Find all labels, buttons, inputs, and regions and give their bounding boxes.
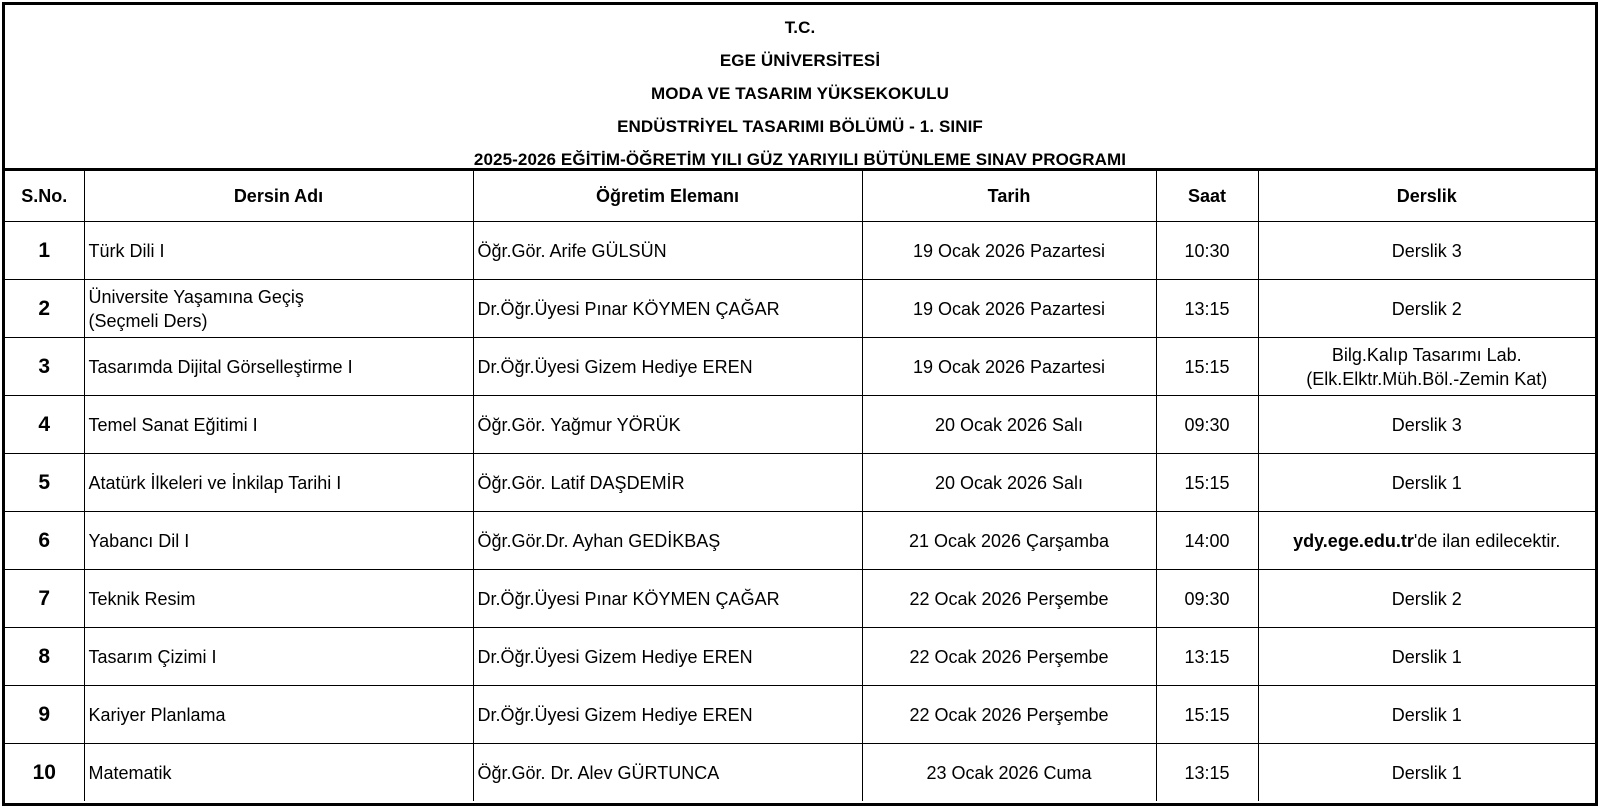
exam-time: 10:30 (1156, 222, 1258, 280)
column-header-instructor: Öğretim Elemanı (473, 171, 862, 222)
course-name-line2: (Seçmeli Ders) (88, 310, 208, 331)
instructor-name: Öğr.Gör.Dr. Ayhan GEDİKBAŞ (473, 512, 862, 570)
row-number: 2 (5, 280, 84, 338)
instructor-name: Dr.Öğr.Üyesi Pınar KÖYMEN ÇAĞAR (473, 280, 862, 338)
course-name: Kariyer Planlama (84, 686, 473, 744)
exam-time: 15:15 (1156, 686, 1258, 744)
header-line-program-title: 2025-2026 EĞİTİM-ÖĞRETİM YILI GÜZ YARIYILI BÜTÜNLEME SINAV PROGRAMI (473, 150, 1127, 169)
exam-time: 13:15 (1156, 744, 1258, 802)
instructor-name: Öğr.Gör. Latif DAŞDEMİR (473, 454, 862, 512)
row-number: 4 (5, 396, 84, 454)
header-line-country: T.C. (784, 18, 816, 37)
document-header (5, 5, 1595, 171)
course-name-line1: Üniversite Yaşamına Geçiş (88, 286, 304, 307)
exam-date: 21 Ocak 2026 Çarşamba (862, 512, 1156, 570)
instructor-name: Dr.Öğr.Üyesi Gizem Hediye EREN (473, 686, 862, 744)
exam-room: Derslik 1 (1258, 686, 1595, 744)
exam-time: 15:15 (1156, 454, 1258, 512)
exam-schedule-table (5, 171, 1595, 801)
exam-room: Derslik 1 (1258, 744, 1595, 802)
table-row (5, 570, 1595, 628)
column-header-no: S.No. (5, 171, 84, 222)
exam-room: Derslik 3 (1258, 222, 1595, 280)
exam-room-note: 'de ilan edilecektir. (1413, 530, 1561, 551)
header-line-department: ENDÜSTRİYEL TASARIMI BÖLÜMÜ - 1. SINIF (617, 117, 983, 136)
row-number: 7 (5, 570, 84, 628)
exam-room: Derslik 2 (1258, 570, 1595, 628)
course-name: Türk Dili I (84, 222, 473, 280)
course-name (84, 280, 473, 338)
exam-time: 09:30 (1156, 570, 1258, 628)
exam-room: Derslik 2 (1258, 280, 1595, 338)
exam-room: Derslik 1 (1258, 628, 1595, 686)
exam-time: 14:00 (1156, 512, 1258, 570)
course-name: Temel Sanat Eğitimi I (84, 396, 473, 454)
table-row (5, 628, 1595, 686)
row-number: 1 (5, 222, 84, 280)
exam-room-line1: Bilg.Kalıp Tasarımı Lab. (1331, 344, 1522, 365)
column-header-course: Dersin Adı (84, 171, 473, 222)
exam-date: 22 Ocak 2026 Perşembe (862, 628, 1156, 686)
table-row (5, 280, 1595, 338)
table-row (5, 512, 1595, 570)
course-name: Matematik (84, 744, 473, 802)
exam-room: Derslik 1 (1258, 454, 1595, 512)
row-number: 5 (5, 454, 84, 512)
instructor-name: Dr.Öğr.Üyesi Gizem Hediye EREN (473, 338, 862, 396)
instructor-name: Öğr.Gör. Dr. Alev GÜRTUNCA (473, 744, 862, 802)
table-row (5, 396, 1595, 454)
table-row (5, 338, 1595, 396)
header-line-school: MODA VE TASARIM YÜKSEKOKULU (650, 84, 949, 103)
instructor-name: Öğr.Gör. Yağmur YÖRÜK (473, 396, 862, 454)
exam-date: 20 Ocak 2026 Salı (862, 454, 1156, 512)
table-row (5, 454, 1595, 512)
instructor-name: Dr.Öğr.Üyesi Gizem Hediye EREN (473, 628, 862, 686)
column-header-date: Tarih (862, 171, 1156, 222)
exam-time: 15:15 (1156, 338, 1258, 396)
exam-date: 19 Ocak 2026 Pazartesi (862, 222, 1156, 280)
exam-time: 09:30 (1156, 396, 1258, 454)
row-number: 6 (5, 512, 84, 570)
row-number: 8 (5, 628, 84, 686)
row-number: 9 (5, 686, 84, 744)
exam-date: 19 Ocak 2026 Pazartesi (862, 280, 1156, 338)
instructor-name: Dr.Öğr.Üyesi Pınar KÖYMEN ÇAĞAR (473, 570, 862, 628)
exam-room (1258, 338, 1595, 396)
exam-room: Derslik 3 (1258, 396, 1595, 454)
course-name: Yabancı Dil I (84, 512, 473, 570)
exam-time: 13:15 (1156, 628, 1258, 686)
course-name: Teknik Resim (84, 570, 473, 628)
course-name: Tasarım Çizimi I (84, 628, 473, 686)
table-header-row (5, 171, 1595, 222)
exam-room (1258, 512, 1595, 570)
table-row (5, 744, 1595, 802)
column-header-time: Saat (1156, 171, 1258, 222)
row-number: 10 (5, 744, 84, 802)
course-name: Tasarımda Dijital Görselleştirme I (84, 338, 473, 396)
exam-date: 19 Ocak 2026 Pazartesi (862, 338, 1156, 396)
exam-schedule-sheet (2, 2, 1598, 806)
language-school-link[interactable]: ydy.ege.edu.tr (1293, 530, 1414, 551)
exam-date: 23 Ocak 2026 Cuma (862, 744, 1156, 802)
exam-date: 22 Ocak 2026 Perşembe (862, 570, 1156, 628)
table-row (5, 686, 1595, 744)
exam-room-line2: (Elk.Elktr.Müh.Böl.-Zemin Kat) (1306, 368, 1548, 389)
row-number: 3 (5, 338, 84, 396)
exam-date: 20 Ocak 2026 Salı (862, 396, 1156, 454)
course-name: Atatürk İlkeleri ve İnkilap Tarihi I (84, 454, 473, 512)
exam-date: 22 Ocak 2026 Perşembe (862, 686, 1156, 744)
column-header-room: Derslik (1258, 171, 1595, 222)
table-row (5, 222, 1595, 280)
instructor-name: Öğr.Gör. Arife GÜLSÜN (473, 222, 862, 280)
exam-time: 13:15 (1156, 280, 1258, 338)
header-line-university: EGE ÜNİVERSİTESİ (719, 51, 881, 70)
